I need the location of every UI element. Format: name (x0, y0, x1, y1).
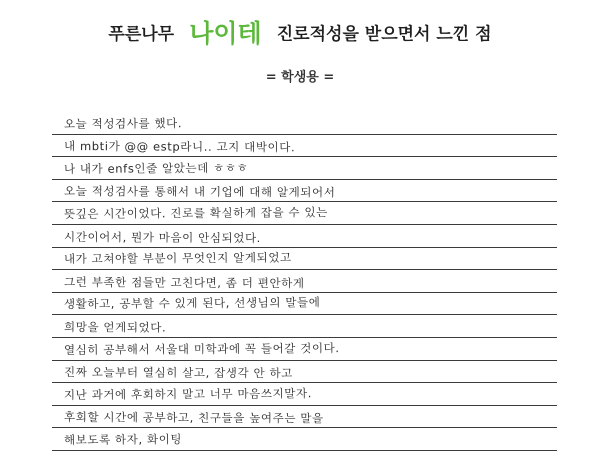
brand-logo-text: 나이테 (189, 19, 262, 48)
lined-writing-area (52, 112, 557, 451)
writing-line (52, 202, 557, 225)
writing-line (52, 112, 557, 135)
handwritten-text: 내가 고쳐야할 부분이 무엇인지 알게되었고 (63, 250, 292, 267)
handwritten-text: 해보도록 하자, 화이팅 (63, 432, 183, 447)
writing-line (52, 315, 557, 338)
handwritten-text: 후회할 시간에 공부하고, 친구들을 높여주는 말을 (64, 410, 324, 426)
handwritten-text: 내 mbti가 @@ estp라니.. 고지 대박이다. (64, 139, 296, 155)
title-suffix: 진로적성을 받으면서 느낀 점 (276, 24, 492, 45)
handwritten-text: 시간이어서, 뭔가 마음이 안심되었다. (64, 229, 261, 245)
title-prefix: 푸른나무 (108, 24, 175, 45)
subtitle: = 학생용 = (265, 70, 335, 85)
handwritten-text: 그런 부족한 점들만 고친다면, 좀 더 편안하게 (64, 274, 305, 291)
handwritten-text: 생활하고, 공부할 수 있게 된다, 선생님의 말들에 (63, 295, 321, 312)
page-title (0, 14, 600, 54)
writing-line (52, 406, 557, 429)
writing-line (52, 361, 557, 384)
writing-line (52, 428, 557, 451)
handwritten-text: 나 내가 enfs인줄 알았는데 ㅎㅎㅎ (63, 160, 249, 176)
writing-line (52, 383, 557, 406)
handwritten-text: 오늘 적성검사를 통해서 내 기업에 대해 알게되어서 (64, 184, 336, 200)
handwritten-text: 진짜 오늘부터 열심히 살고, 잡생각 안 하고 (64, 365, 293, 381)
writing-line (52, 180, 557, 203)
writing-line (52, 157, 557, 180)
handwritten-text: 열심히 공부해서 서울대 미학과에 꼭 들어갈 것이다. (63, 340, 340, 357)
handwritten-text: 지난 과거에 후회하지 말고 너무 마음쓰지말자. (63, 385, 313, 402)
writing-line (52, 135, 557, 158)
handwritten-text: 뜻깊은 시간이었다. 진로를 확실하게 잡을 수 있는 (63, 205, 328, 221)
writing-line (52, 338, 557, 361)
handwritten-text: 희망을 얻게되었다. (64, 319, 167, 335)
writing-line (52, 270, 557, 293)
writing-line (52, 293, 557, 316)
writing-line (52, 248, 557, 271)
writing-line (52, 225, 557, 248)
handwritten-text: 오늘 적성검사를 했다. (63, 115, 183, 131)
